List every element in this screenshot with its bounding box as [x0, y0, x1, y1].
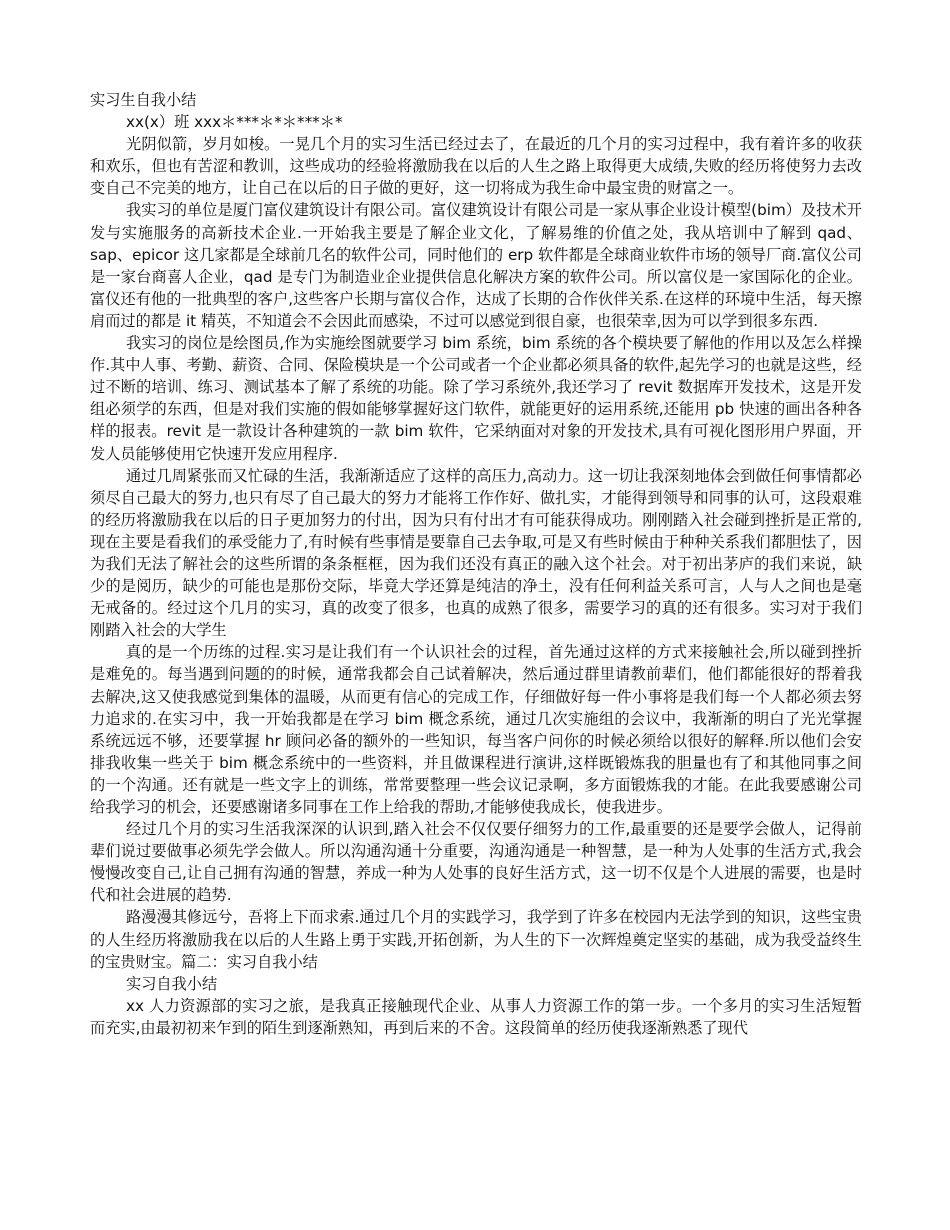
document-title: 实习生自我小结	[90, 91, 197, 109]
paragraph-3: 我实习的岗位是绘图员,作为实施绘图就要学习 bim 系统，bim 系统的各个模块要了解他的作用以及怎么样操作.其中人事、考勤、薪资、合同、保险模块是一个公司或者一个企业都必须具备的软件,起先学习的也就是这些，经过不断的培训、练习、测试基本了解了系统的功能。除了学习系统外,我还学习了 revit 数据库开发技术，这是开发组必须学的东西，但是对我们实施的假如能够掌握好这门软件，就能更好的运用系统,还能用 pb 快速的画出各种各样的报表。revit 是一款设计各种建筑的一款 bim 软件，它采纳面对对象的开发技术,具有可视化图形用户界面，开发人员能够使用它快速开发应用程序.	[90, 334, 862, 463]
paragraph-4: 通过几周紧张而又忙碌的生活，我渐渐适应了这样的高压力,高动力。这一切让我深刻地体会到做任何事情都必须尽自己最大的努力,也只有尽了自己最大的努力才能将工作作好、做扎实，才能得到领导和同事的认可，这段艰难的经历将激励我在以后的日子更加努力的付出，因为只有付出才有可能获得成功。刚刚踏入社会碰到挫折是正常的,现在主要是看我们的承受能力了,有时候有些事情是要靠自己去争取,可是又有些时候由于种种关系我们都胆怯了，因为我们无法了解社会的这些所谓的条条框框，因为我们还没有真正的融入这个社会。对于初出茅庐的我们来说，缺少的是阅历，缺少的可能也是那份交际，毕竟大学还算是纯洁的净土，没有任何利益关系可言，人与人之间也是毫无戒备的。经过这个几月的实习，真的改变了很多，也真的成熟了很多，需要学习的真的还有很多。实习对于我们刚踏入社会的大学生	[90, 466, 862, 640]
class-line: xx(x）班 xxx＊***＊*＊***＊*	[126, 113, 343, 132]
paragraph-7: 路漫漫其修远兮，吾将上下而求索.通过几个月的实践学习，我学到了许多在校园内无法学到的知识，这些宝贵的人生经历将激励我在以后的人生路上勇于实践,开拓创新，为人生的下一次辉煌奠定坚实的基础，成为我受益终生的宝贵财宝。篇二：实习自我小结	[90, 908, 862, 971]
section-2-paragraph-1: xx 人力资源部的实习之旅，是我真正接触现代企业、从事人力资源工作的第一步。一个多月的实习生活短暂而充实,由最初初来乍到的陌生到逐渐熟知，再到后来的不舍。这段简单的经历使我逐渐熟悉了现代	[90, 996, 862, 1037]
document-page	[90, 89, 862, 1039]
paragraph-1: 光阴似箭，岁月如梭。一晃几个月的实习生活已经过去了，在最近的几个月的实习过程中，我有着许多的收获和欢乐，但也有苦涩和教训，这些成功的经验将激励我在以后的人生之路上取得更大成绩,失败的经历将使努力去改变自己不完美的地方，让自己在以后的日子做的更好，这一切将成为我生命中最宝贵的财富之一。	[90, 135, 862, 198]
paragraph-6: 经过几个月的实习生活我深深的认识到,踏入社会不仅仅要仔细努力的工作,最重要的还是要学会做人，记得前辈们说过要做事必须先学会做人。所以沟通沟通十分重要，沟通沟通是一种智慧，是一种为人处事的生活方式,我会慢慢改变自己,让自己拥有沟通的智慧，养成一种为人处事的良好生活方式，这一切不仅是个人进展的需要，也是时代和社会进展的趋势.	[90, 820, 862, 905]
paragraph-5: 真的是一个历练的过程.实习是让我们有一个认识社会的过程，首先通过这样的方式来接触社会,所以碰到挫折是难免的。每当遇到问题的的时候，通常我都会自己试着解决，然后通过群里请教前辈们，他们都能很好的帮着我去解决,这又使我感觉到集体的温暖，从而更有信心的完成工作，仔细做好每一件小事将是我们每一个人都必须去努力追求的.在实习中，我一开始我都是在学习 bim 概念系统，通过几次实施组的会议中，我渐渐的明白了光光掌握系统远远不够，还要掌握 hr 顾问必备的额外的一些知识，每当客户问你的时候必须给以很好的解释.所以他们会安排我收集一些关于 bim 概念系统中的一些资料，并且做课程进行演讲,这样既锻炼我的胆量也有了和其他同事之间的一个沟通。还有就是一些文字上的训练，常常要整理一些会议记录啊，多方面锻炼我的才能。在此我要感谢公司给我学习的机会，还要感谢诸多同事在工作上给我的帮助,才能够使我成长，使我进步。	[90, 643, 862, 816]
section-2-title: 实习自我小结	[126, 974, 218, 993]
paragraph-2: 我实习的单位是厦门富仪建筑设计有限公司。富仪建筑设计有限公司是一家从事企业设计模型(bim）及技术开发与实施服务的高新技术企业.一开始我主要是了解企业文化，了解易维的价值之处，我从培训中了解到 qad、sap、epicor 这几家都是全球前几名的软件公司，同时他们的 erp 软件都是全球商业软件市场的领导厂商.富仪公司是一家台商喜人企业，qad 是专门为制造业企业提供信息化解决方案的软件公司。所以富仪是一家国际化的企业。富仪还有他的一批典型的客户,这些客户长期与富仪合作，达成了长期的合作伙伴关系.在这样的环境中生活，每天擦肩而过的都是 it 精英，不知道会不会因此而感染，不过可以感觉到很自豪，也很荣幸,因为可以学到很多东西.	[90, 201, 862, 330]
